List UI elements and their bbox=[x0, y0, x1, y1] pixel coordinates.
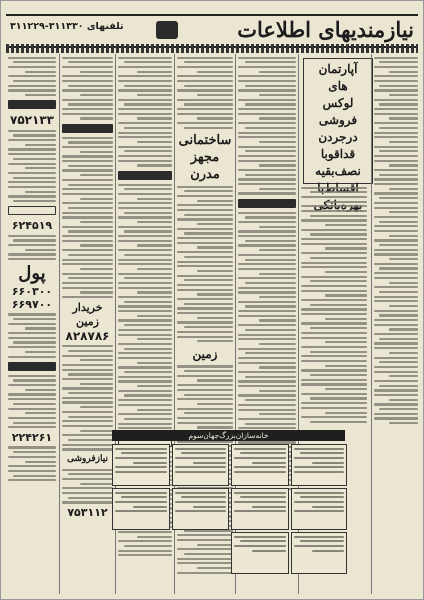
ad-headline-line: نصف‌بقیه bbox=[315, 164, 361, 178]
column-1 bbox=[6, 54, 58, 594]
ad-text-block bbox=[6, 57, 58, 97]
ad-headline: ساختمانی bbox=[178, 133, 232, 148]
boxed-ad bbox=[172, 444, 229, 486]
masthead-ornament bbox=[156, 21, 178, 39]
ad-text-block bbox=[60, 137, 115, 299]
category-header bbox=[62, 124, 113, 133]
ad-headline-line: های bbox=[328, 79, 348, 93]
boxed-ad bbox=[231, 444, 289, 486]
column-6-right-strip bbox=[371, 54, 419, 594]
ad-headline: نیازفروشی bbox=[67, 454, 108, 464]
ad-phone-number: ۷۵۲۱۳۳ bbox=[10, 113, 54, 128]
ad-text-block bbox=[60, 57, 115, 120]
bottom-banner: خانه‌سازان‌بزرگ‌جهان‌سوم bbox=[112, 430, 345, 441]
ad-headline-line: لوکس bbox=[322, 96, 354, 110]
boxed-ad bbox=[231, 532, 289, 574]
ad-text-block bbox=[6, 446, 58, 481]
ad-text-block bbox=[299, 184, 369, 426]
ad-headline-line: درجردن bbox=[318, 130, 358, 144]
ad-text-block bbox=[175, 57, 235, 130]
ad-text-block bbox=[372, 57, 419, 425]
ad-phone-number: ۷۵۳۱۱۲ bbox=[67, 506, 108, 519]
issue-strip bbox=[6, 3, 418, 13]
ad-text-block bbox=[6, 313, 58, 357]
category-header bbox=[8, 206, 56, 215]
ad-phone-number: ۶۲۴۵۱۹ bbox=[11, 219, 53, 233]
boxed-ad bbox=[112, 444, 170, 486]
column-2 bbox=[59, 54, 115, 594]
boxed-ad bbox=[231, 488, 289, 530]
category-header bbox=[8, 362, 56, 371]
boxed-ad bbox=[291, 532, 347, 574]
ad-text-block bbox=[175, 186, 235, 343]
page-title: نیازمندیهای اطلاعات bbox=[237, 17, 414, 42]
phone-numbers: تلفنهای ۳۱۱۳۳۰-۳۱۱۲۲۹ bbox=[10, 21, 124, 32]
featured-ad-apartments bbox=[303, 58, 373, 184]
category-header bbox=[238, 199, 296, 208]
boxed-ad bbox=[291, 488, 347, 530]
boxed-ad bbox=[291, 444, 347, 486]
boxed-ad bbox=[112, 488, 170, 530]
category-header bbox=[8, 100, 56, 109]
ad-text-block bbox=[116, 57, 174, 167]
ad-phone-number: ۸۲۸۷۸۶ bbox=[65, 328, 110, 343]
ad-phone-number: ۶۶۹۷۰۰ bbox=[11, 297, 53, 311]
masthead bbox=[6, 14, 418, 48]
ad-text-block bbox=[116, 184, 174, 435]
ad-text-block bbox=[6, 235, 58, 261]
ad-headline: زمین bbox=[76, 314, 99, 328]
category-header bbox=[118, 171, 172, 180]
ad-text-block bbox=[60, 345, 115, 450]
masthead-banner-rule bbox=[6, 44, 418, 53]
ad-headline: پول bbox=[18, 262, 46, 284]
ad-headline: مجهز bbox=[190, 150, 220, 165]
ad-text-block bbox=[60, 469, 115, 504]
ad-headline: خریدار bbox=[72, 300, 103, 314]
ad-text-block bbox=[236, 57, 298, 195]
ad-text-block bbox=[6, 375, 58, 429]
ad-text-block bbox=[6, 130, 58, 203]
ad-phone-number: ۲۲۴۲۶۱ bbox=[11, 430, 53, 444]
ad-headline-line: قداقوبا bbox=[320, 147, 356, 161]
ad-headline: زمین bbox=[192, 346, 218, 361]
ad-headline-line: آپارتمان bbox=[318, 62, 358, 76]
ad-phone-number: ۶۶۰۳۰۰ bbox=[11, 284, 53, 298]
ad-headline: مدرن bbox=[190, 167, 220, 182]
boxed-ad bbox=[172, 488, 229, 530]
ad-headline-line: فروشی bbox=[318, 113, 358, 127]
